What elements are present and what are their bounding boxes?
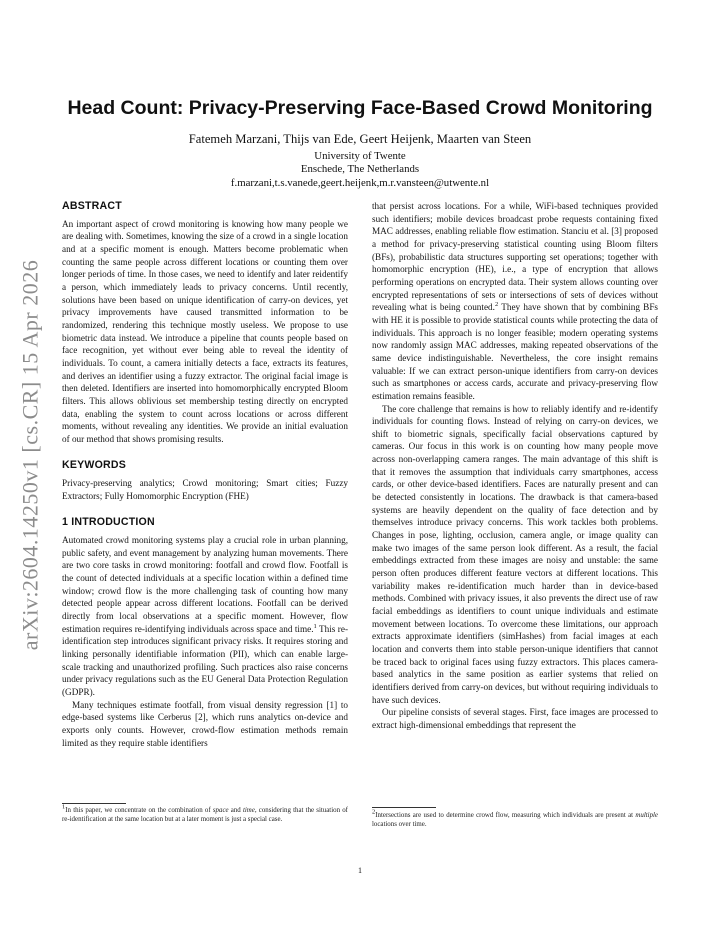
page-number: 1 [358, 866, 362, 875]
footnote-2-mark: 2 [372, 808, 376, 816]
right-paragraph-2: The core challenge that remains is how to reliably identify and re-identify individuals for counting flows. Instead of relying on carry-on devices, we shift to biometric signals, specifically facial observations captured by cameras. Our focus in this work is on counting how many people move across non-overlapping camera ranges. The main advantage of this shift is that it removes the assumption that individuals carry smartphones, access cards, or other device-based identifiers. Faces are naturally present and can be detected consistently in locations. The drawback is that camera-based systems are heavily dependent on the quality of face detection and by themselves introduce privacy concerns. This work tackles both problems. Changes in pose, lighting, occlusion, camera angle, or image quality can make two images of the same person look different. As a result, the facial embeddings extracted from these images are noisy and unstable: the same person often produces different feature vectors at different locations. This variability makes re-identification much harder than in device-based methods. Combined with privacy issues, it also prevents the direct use of raw facial embeddings as identifiers to count unique individuals and estimate movement between locations. To overcome these limitations, our approach extracts approximate identifiers (simHashes) from facial images at each location and converts them into stable person-unique identifiers that cannot be traced back to original faces using fuzzy extractors. This places camera-based analytics in the same position as earlier systems that relied on identifiers derived from carry-on devices, but without requiring individuals to have such devices. [372, 403, 658, 705]
footnote-2 [372, 808, 658, 829]
affiliation-location: Enschede, The Netherlands [300, 163, 420, 175]
footnote-2-text-b: locations over time. [372, 820, 427, 828]
footnote-1-emphasis-time: time [242, 807, 255, 814]
intro-p1-text-b: This re-identification step introduces significant privacy risks. It requires storing and linking personally identifiable information (PII), which can enable large-scale tracking and unauthorized profiling. Such practices also raise concerns under privacy regulations such as the EU General Data Protection Regulation (GDPR). [62, 623, 348, 697]
author-emails: f.marzani,t.s.vanede,geert.heijenk,m.r.vansteen@utwente.nl [230, 177, 490, 189]
left-column [62, 200, 348, 749]
author-list: Fatemeh Marzani, Thijs van Ede, Geert Heijenk, Maarten van Steen [188, 132, 532, 146]
footnote-1-mark: 1 [62, 803, 66, 811]
footnote-2-emphasis: multiple [635, 812, 658, 819]
introduction-heading: 1 INTRODUCTION [62, 516, 155, 529]
right-column [372, 200, 658, 732]
footnote-1-text-b: and [228, 807, 243, 814]
footnote-rule-left [62, 803, 126, 804]
arxiv-id-text: arXiv:2604.14250v1 [cs.CR] 15 Apr 2026 [17, 259, 42, 651]
abstract-heading: ABSTRACT [62, 200, 122, 212]
footnote-2-text-a: Intersections are used to determine crowd flow, measuring which individuals are present at [375, 812, 636, 819]
introduction-paragraph-2: Many techniques estimate footfall, from visual density regression [1] to edge-based systems like Cerberus [2], which runs analytics on-device and exports only counts. However, crowd-flow estimation methods remain limited as they require stable identifiers [62, 699, 348, 748]
arxiv-identifier-stamp [10, 240, 50, 670]
right-paragraph-1 [372, 200, 658, 403]
keywords-text: Privacy-preserving analytics; Crowd monitoring; Smart cities; Fuzzy Extractors; Fully Homomorphic Encryption (FHE) [62, 478, 348, 501]
footnote-ref-1: 1 [313, 622, 317, 630]
footnote-rule-right [372, 807, 436, 808]
footnote-1 [62, 803, 348, 824]
right-p1-text-a: that persist across locations. For a while, WiFi-based techniques provided such identifiers; mobile devices broadcast probe requests containing fixed MAC addresses, enabling reliable flow estimation. Stanciu et al. [3] proposed a method for privacy-preserving statistical counting using Bloom filters (BFs), probabilistic data structures supporting set operations; together with homomorphic encryption (HE), i.e., a type of encryption that allows performing operations on encrypted data. Their system allows counting over encrypted representations of sets or intersections of sets of devices without revealing what is being counted. [372, 201, 658, 313]
keywords-heading: KEYWORDS [62, 459, 126, 472]
right-p1-text-b: They have shown that by combining BFs with HE it is possible to provide statistical counts while protecting the data of individuals. This approach is no longer feasible; modern operating systems now randomly assign MAC addresses, making repeated observations of the same device indistinguishable. Nevertheless, the core insight remains valuable: If we can extract person-unique identifiers from carry-on devices such as smartphones or access cards, accurate and privacy-preserving flow estimation remains feasible. [372, 302, 658, 401]
abstract-text: An important aspect of crowd monitoring is knowing how many people we are dealing with. Sometimes, knowing the size of a crowd in a single location and at a specific moment is enough. Matters become problematic when counting the same people across different locations or counting them over longer periods of time. In those cases, we need to identify and later reidentify a person, which immediately leads to privacy concerns. Until recently, solutions have been based on unique identification of carry-on devices, yet privacy improvements have caused transmitted information to be randomized, rendering this technique mostly useless. We propose to use biometric data instead. We introduce a pipeline that counts people based on face recognition, yet without ever being able to reveal the identity of individuals. To count, a camera initially detects a face, extracts its features, and derives an identifier using a fuzzy extractor. The original facial image is then deleted. Identifiers are inserted into homomorphically encrypted Bloom filters. This allows oblivious set membership testing directly on encrypted data, enabling the system to count across locations or across different moments, without revealing any identities. We provide an initial evaluation of our method that shows promising results. [62, 218, 348, 444]
footnote-1-emphasis-space: space [212, 807, 229, 814]
right-paragraph-3: Our pipeline consists of several stages. First, face images are processed to extract high-dimensional embeddings that represent the [372, 707, 658, 730]
introduction-paragraph-1 [62, 534, 348, 699]
paper-title: Head Count: Privacy-Preserving Face-Based Crowd Monitoring [67, 97, 653, 119]
footnote-1-text-c: , considering that the situation of re-identification at the same location but at a later moment is just a special case. [62, 807, 348, 823]
affiliation-university: University of Twente [314, 150, 406, 162]
footnote-1-text-a: In this paper, we concentrate on the combination of [65, 807, 213, 814]
footnote-ref-2: 2 [494, 301, 499, 309]
intro-p1-text-a: Automated crowd monitoring systems play a crucial role in urban planning, public safety, and event management by analyzing human movements. There are two core tasks in crowd monitoring: footfall and crowd flow. Footfall is the count of detected individuals at a specific location within a defined time window; crowd flow is the more challenging task of counting how many detected people appear across different locations. Footfall can be derived directly from local observations at a specific moment. However, flow estimation requires re-identifying individuals across space and time. [62, 535, 348, 634]
